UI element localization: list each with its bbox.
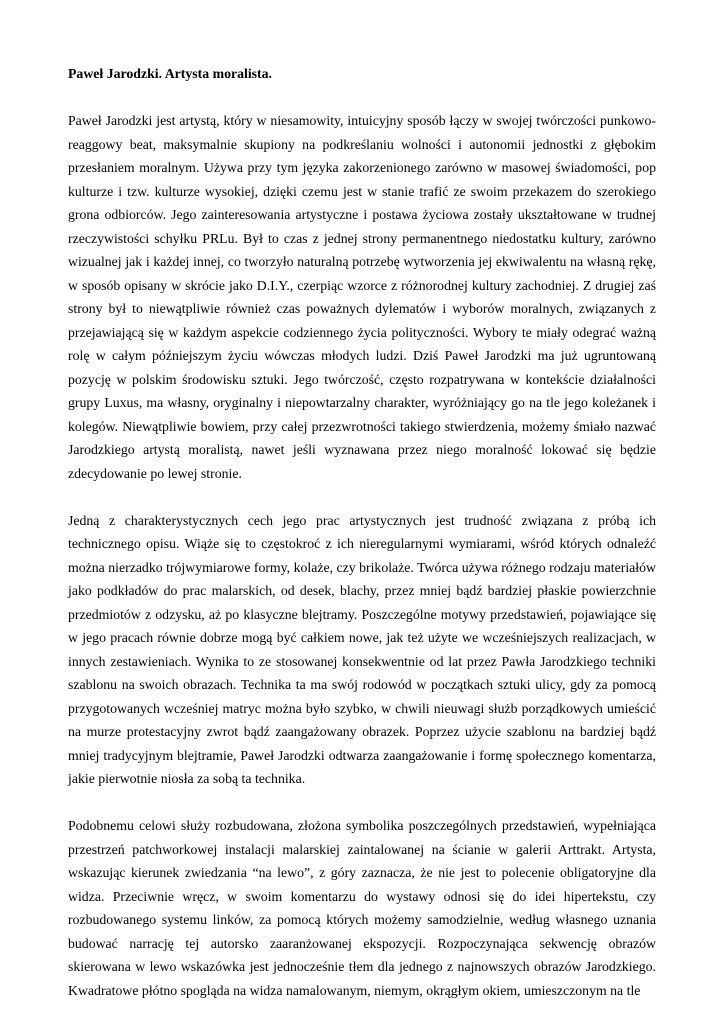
document-page — [68, 62, 656, 1002]
paragraph-1: Paweł Jarodzki jest artystą, który w niesamowity, intuicyjny sposób łączy w swojej twórczości punkowo-reaggowy beat, maksymalnie skupiony na podkreślaniu wolności i autonomii jednostki z głębokim przesłaniem moralnym. Używa przy tym języka zakorzenionego zarówno w masowej świadomości, pop kulturze i tzw. kulturze wysokiej, dzięki czemu jest w stanie trafić ze swoim przekazem do szerokiego grona odbiorców. Jego zainteresowania artystyczne i postawa życiowa zostały ukształtowane w trudnej rzeczywistości schyłku PRLu. Był to czas z jednej strony permanentnego niedostatku kultury, zarówno wizualnej jak i każdej innej, co tworzyło naturalną potrzebę wytworzenia jej ekwiwalentu na własną rękę, w sposób opisany w skrócie jako D.I.Y., czerpiąc wzorce z różnorodnej kultury zachodniej. Z drugiej zaś strony był to niewątpliwie również czas poważnych dylematów i wyborów moralnych, związanych z przejawiającą się w każdym aspekcie codziennego życia polityczności. Wybory te miały odegrać ważną rolę w całym późniejszym życiu wówczas młodych ludzi. Dziś Paweł Jarodzki ma już ugruntowaną pozycję w polskim środowisku sztuki. Jego twórczość, często rozpatrywana w kontekście działalności grupy Luxus, ma własny, oryginalny i niepowtarzalny charakter, wyróżniający go na tle jego koleżanek i kolegów. Niewątpliwie bowiem, przy całej przezwrotności takiego stwierdzenia, możemy śmiało nazwać Jarodzkiego artystą moralistą, nawet jeśli wyznawana przez niego moralność lokować się będzie zdecydowanie po lewej stronie. — [68, 113, 656, 481]
paragraph-2: Jedną z charakterystycznych cech jego prac artystycznych jest trudność związana z próbą ich technicznego opisu. Wiąże się to częstokroć z ich nieregularnymi wymiarami, wśród których odnaleźć można nierzadko trójwymiarowe formy, kolaże, czy brikolaże. Twórca używa różnego rodzaju materiałów jako podkładów do prac malarskich, od desek, blachy, przez mniej bądź bardziej płaskie powierzchnie przedmiotów z odzysku, aż po klasyczne blejtramy. Poszczególne motywy przedstawień, pojawiające się w jego pracach równie dobrze mogą być całkiem nowe, jak też użyte we wcześniejszych realizacjach, w innych zestawieniach. Wynika to ze stosowanej konsekwentnie od lat przez Pawła Jarodzkiego techniki szablonu na swoich obrazach. Technika ta ma swój rodowód w początkach sztuki ulicy, gdy za pomocą przygotowanych wcześniej matryc można było szybko, w chwili nieuwagi służb porządkowych umieścić na murze protestacyjny zwrot bądź zaangażowany obrazek. Poprzez użycie szablonu na bardziej bądź mniej tradycyjnym blejtramie, Paweł Jarodzki odtwarza zaangażowanie i formę społecznego komentarza, jakie pierwotnie niosła za sobą ta technika. — [68, 512, 656, 786]
document-title: Paweł Jarodzki. Artysta moralista. — [68, 66, 272, 81]
paragraph-3: Podobnemu celowi służy rozbudowana, złożona symbolika poszczególnych przedstawień, wypełniająca przestrzeń patchworkowej instalacji malarskiej zaintalowanej na ścianie w galerii Arttrakt. Artysta, wskazując kierunek zwiedzania “na lewo”, z góry zaznacza, że nie jest to polecenie obligatoryjne dla widza. Przeciwnie wręcz, w swoim komentarzu do wystawy odnosi się do idei hipertekstu, czy rozbudowanego systemu linków, za pomocą których możemy samodzielnie, według własnego uznania budować narrację tej autorsko zaaranżowanej ekspozycji. Rozpoczynająca sekwencję obrazów skierowana w lewo wskazówka jest jednocześnie tłem dla jednego z najnowszych obrazów Jarodzkiego. Kwadratowe płótno spogląda na widza namalowanym, niemym, okrągłym okiem, umieszczonym na tle — [68, 818, 656, 998]
